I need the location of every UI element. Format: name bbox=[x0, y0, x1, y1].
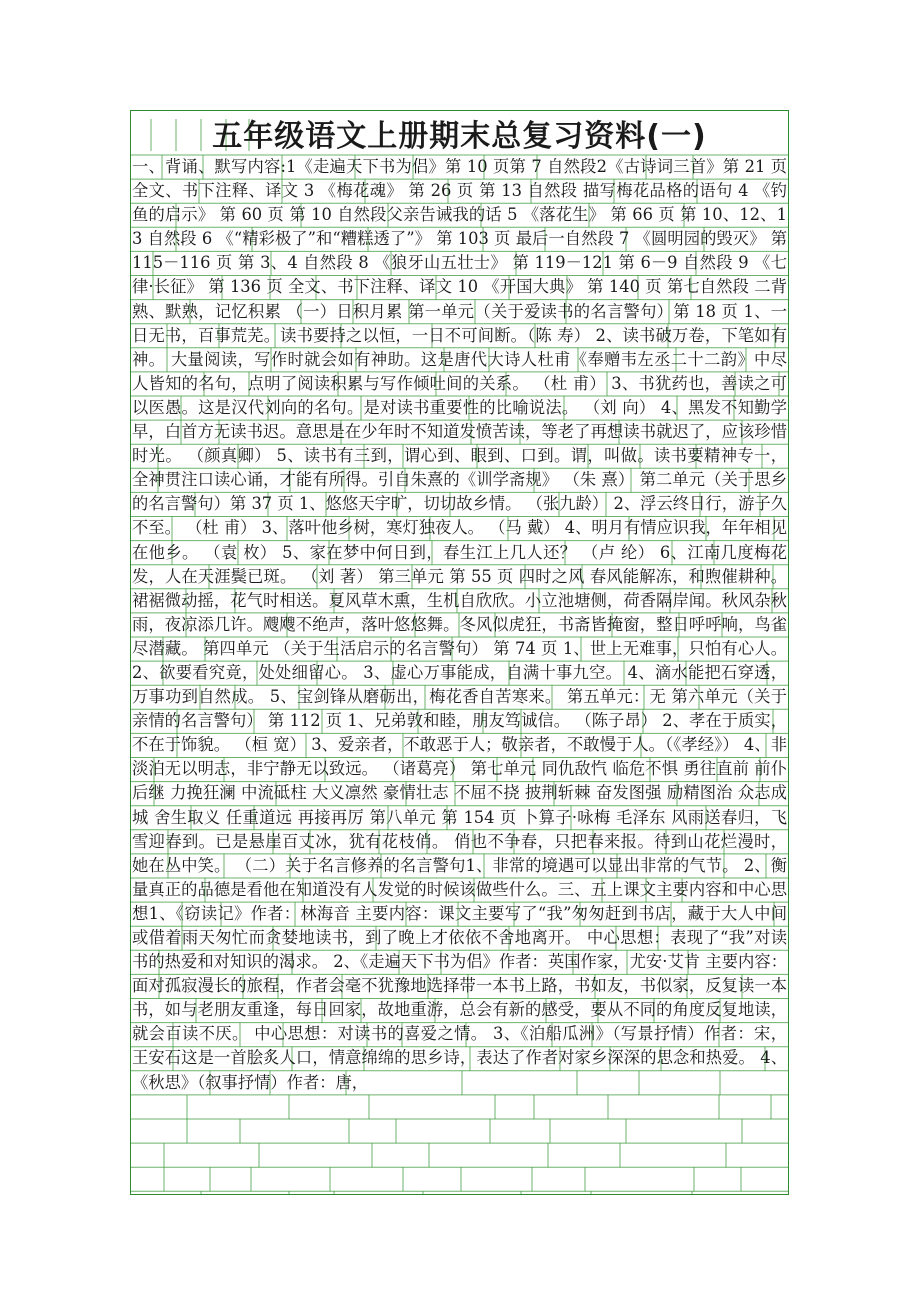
document-body: 一、背诵、默写内容:1《走遍天下书为侣》第 10 页第 7 自然段2《古诗词三首》第 21 页 全文、书下注释、译文 3 《梅花魂》 第 26 页 第 13 自然段 描写梅花品格的语句 4 《钓鱼的启示》 第 60 页 第 10 自然段父亲告诫我的话 5 《落花生》 第 66 页 第 10、12、13 自然段 6 《“精彩极了”和“糟糕透了”》 第 103 页 最后一自然段 7 《圆明园的毁灭》 第 115－116 页 第 3、4 自然段 8 《狼牙山五壮士》 第 119－121 第 6－9 自然段 9 《七律·长征》 第 136 页 全文、书下注释、译文 10 《开国大典》 第 140 页 第七自然段 二背熟、默熟，记忆积累 （一）日积月累 第一单元（关于爱读书的名言警句）第 18 页 1、一日无书，百事荒芜。读书要持之以恒，一日不可间断。（陈 寿） 2、读书破万卷，下笔如有神。 大量阅读，写作时就会如有神助。这是唐代大诗人杜甫《奉赠韦左丞二十二韵》中尽人皆知的名句，点明了阅读积累与写作倾吐间的关系。 （杜 甫） 3、书犹药也，善读之可以医愚。这是汉代刘向的名句。是对读书重要性的比喻说法。 （刘 向） 4、黑发不知勤学早，白首方无读书迟。意思是在少年时不知道发愤苦读，等老了再想读书就迟了，应该珍惜时光。 （颜真卿） 5、读书有三到，谓心到、眼到、口到。谓，叫做。读书要精神专一，全神贯注口读心诵，才能有所得。引自朱熹的《训学斋规》 （朱 熹） 第二单元（关于思乡的名言警句）第 37 页 1、悠悠天宇旷，切切故乡情。 （张九龄） 2、浮云终日行，游子久不至。 （杜 甫） 3、落叶他乡树，寒灯独夜人。 （马 戴） 4、明月有情应识我，年年相见在他乡。 （袁 枚） 5、家在梦中何日到，春生江上几人还？ （卢 纶） 6、江南几度梅花发，人在天涯鬓已斑。 （刘 著） 第三单元 第 55 页 四时之风 春风能解冻，和煦催耕种。裙裾微动摇，花气时相送。夏风草木熏，生机自欣欣。小立池塘侧，荷香隔岸闻。秋风杂秋雨，夜凉添几许。飕飕不绝声，落叶悠悠舞。冬风似虎狂，书斋皆掩窗，整日呼呼响，鸟雀尽潜藏。 第四单元 （关于生活启示的名言警句） 第 74 页 1、世上无难事，只怕有心人。 2、欲要看究竟，处处细留心。 3、虚心万事能成，自满十事九空。 4、滴水能把石穿透，万事功到自然成。 5、宝剑锋从磨砺出，梅花香自苦寒来。 第五单元：无 第六单元（关于亲情的名言警句） 第 112 页 1、兄弟敦和睦，朋友笃诚信。 （陈子昂） 2、孝在于质实，不在于饰貌。 （桓 宽） 3、爱亲者，不敢恶于人；敬亲者，不敢慢于人。（《孝经》） 4、非淡泊无以明志，非宁静无以致远。 （诸葛亮） 第七单元 同仇敌忾 临危不惧 勇往直前 前仆后继 力挽狂澜 中流砥柱 大义凛然 豪情壮志 不屈不挠 披荆斩棘 奋发图强 励精图治 众志成城 舍生取义 任重道远 再接再厉 第八单元 第 154 页 卜算子·咏梅 毛泽东 风雨送春归，飞雪迎春到。已是悬崖百丈冰，犹有花枝俏。 俏也不争春，只把春来报。待到山花烂漫时，她在丛中笑。 （二）关于名言修养的名言警句1、非常的境遇可以显出非常的气节。 2、衡量真正的品德是看他在知道没有人发觉的时候该做些什么。三、五上课文主要内容和中心思想1、《窃读记》作者：林海音 主要内容：课文主要写了“我”匆匆赶到书店，藏于大人中间或借着雨天匆忙而贪婪地读书，到了晚上才依依不舍地离开。 中心思想：表现了“我”对读书的热爱和对知识的渴求。 2、《走遍天下书为侣》作者：英国作家，尤安·艾肯 主要内容：面对孤寂漫长的旅程，作者会毫不犹豫地选择带一本书上路，书如友，书似家，反复读一本书，如与老朋友重逢，每日回家，故地重游，总会有新的感受，要从不同的角度反复地读，就会百读不厌。 中心思想：对读书的喜爱之情。 3、《泊船瓜洲》（写景抒情）作者：宋，王安石这是一首脍炙人口，情意绵绵的思乡诗，表达了作者对家乡深深的思念和热爱。 4、《秋思》（叙事抒情）作者：唐， bbox=[132, 157, 787, 1092]
document-page bbox=[130, 110, 789, 1195]
page-title: 五年级语文上册期末总复习资料(一) bbox=[212, 119, 707, 154]
